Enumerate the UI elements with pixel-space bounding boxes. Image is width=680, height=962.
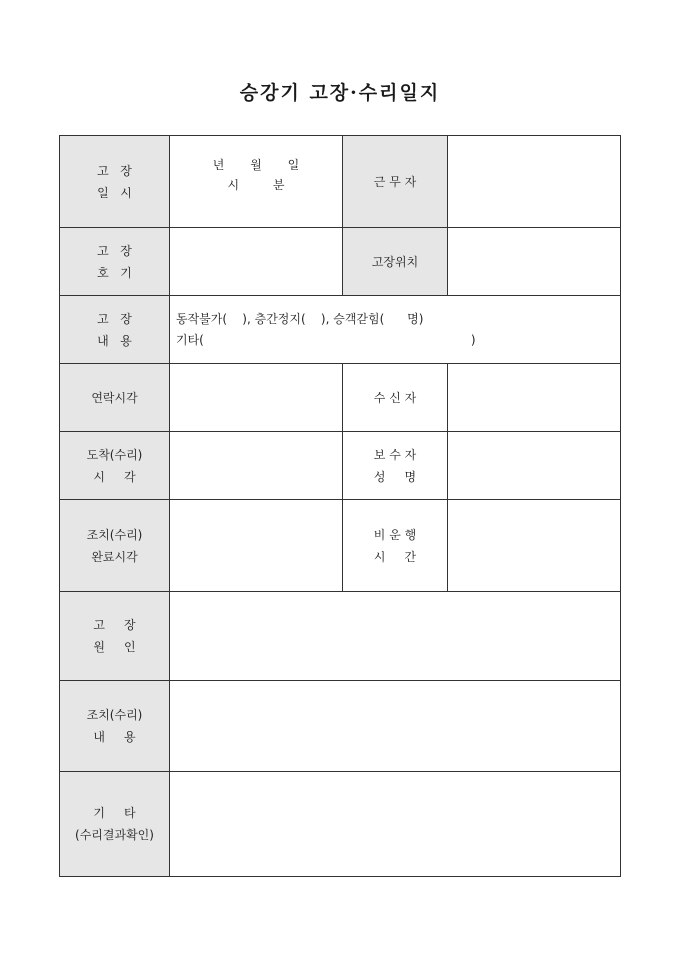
field-action-complete-time[interactable]: [170, 500, 343, 592]
row-fault-datetime: [60, 136, 621, 228]
label-non-operation-time: 비 운 행 시 간: [343, 500, 448, 592]
label-arrival-time: 도착(수리) 시 각: [60, 432, 170, 500]
field-action-content[interactable]: [170, 681, 621, 772]
page-title: 승강기 고장·수리일지: [239, 82, 441, 104]
row-fault-cause: [60, 592, 621, 681]
row-contact-time: [60, 364, 621, 432]
label-action-content: 조치(수리) 내 용: [60, 681, 170, 772]
field-receiver[interactable]: [448, 364, 621, 432]
field-contact-time[interactable]: [170, 364, 343, 432]
label-repairer-name: 보 수 자 성 명: [343, 432, 448, 500]
row-action-complete: [60, 500, 621, 592]
row-fault-content: [60, 296, 621, 364]
row-fault-unit: [60, 228, 621, 296]
field-fault-cause[interactable]: [170, 592, 621, 681]
label-duty-person: 근 무 자: [343, 136, 448, 228]
field-repairer-name[interactable]: [448, 432, 621, 500]
fault-other-line: 기타( ): [176, 332, 476, 347]
label-contact-time: 연락시각: [60, 364, 170, 432]
repair-log-table: [59, 135, 621, 877]
field-fault-location[interactable]: [448, 228, 621, 296]
field-arrival-time[interactable]: [170, 432, 343, 500]
label-fault-cause: 고 장 원 인: [60, 592, 170, 681]
field-fault-content[interactable]: [170, 296, 621, 364]
row-others: [60, 772, 621, 877]
label-fault-unit: 고 장 호 기: [60, 228, 170, 296]
label-others: 기 타 (수리결과확인): [60, 772, 170, 877]
row-arrival-time: [60, 432, 621, 500]
label-fault-datetime: 고 장 일 시: [60, 136, 170, 228]
label-receiver: 수 신 자: [343, 364, 448, 432]
field-fault-datetime[interactable]: 년 월 일 시 분: [170, 136, 343, 228]
fault-options-line: 동작불가( ), 층간정지( ), 승객갇힘( 명): [176, 311, 424, 326]
field-non-operation-time[interactable]: [448, 500, 621, 592]
field-duty-person[interactable]: [448, 136, 621, 228]
label-action-complete-time: 조치(수리) 완료시각: [60, 500, 170, 592]
label-fault-location: 고장위치: [343, 228, 448, 296]
row-action-content: [60, 681, 621, 772]
field-fault-unit[interactable]: [170, 228, 343, 296]
label-fault-content: 고 장 내 용: [60, 296, 170, 364]
field-others[interactable]: [170, 772, 621, 877]
